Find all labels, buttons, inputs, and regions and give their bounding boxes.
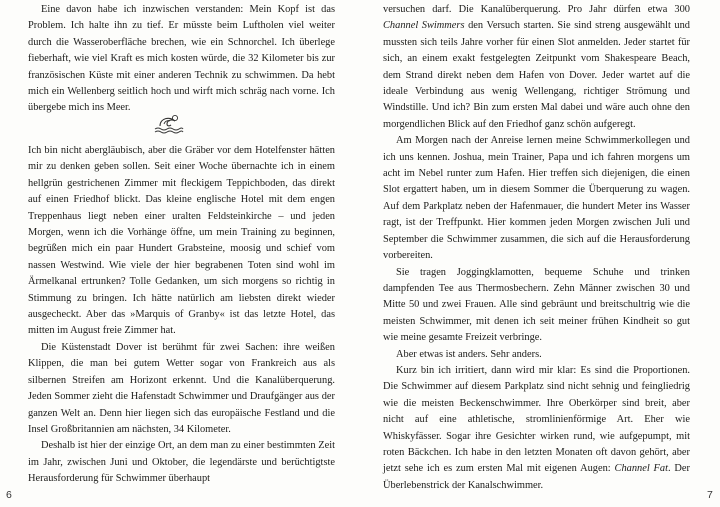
- text-run: den Versuch starten. Sie sind streng ausgewählt und mussten sich teils Jahre vorher für einen Slot anmelden. Jeder startet für sich, an einem exakt festgelegten Zeitpunkt vom Shakespeare Beach, dem Strand direkt neben dem Hafen von Dover. Jeder wartet auf die ideale Verbindung aus wenig Wellengang, richtiger Strömung und Windstille. Und ich? Bin zum ersten Mal dabei und wäre auch ohne den morgendlichen Blick auf den Friedhof ganz schön aufgeregt.: [383, 20, 691, 130]
- paragraph: Deshalb ist hier der einzige Ort, an dem man zu einer bestimmten Zeit im Jahr, zwischen Juni und Oktober, die legendärste und berüchtigtste Herausforderung für Schwimmer überhaupt: [28, 440, 335, 485]
- left-text-block-1: [28, 2, 335, 117]
- paragraph: Ich bin nicht abergläubisch, aber die Gräber vor dem Hotelfenster hätten mir zu denken geben sollen. Seit einer Woche übernachte ich in einem hellgrün gestrichenen Zimmer mit fleckigem Teppichboden, das direkt auf einen Friedhof blickt. Das kleine englische Hotel mit dem engen Treppenhaus liegt neben einer uralten Feldsteinkirche – und jeden Morgen, wenn ich die Vorhänge öffne, um mein Training zu beginnen, begrüßen mich ein paar Hundert Grabsteine, moosig und schief vom nassen Westwind. Wie viele der hier begrabenen Toten sind wohl im Ärmelkanal ertrunken? Tolle Gedanken, um sich morgens so richtig in Stimmung zu bringen. Ich hätte natürlich am liebsten direkt wieder ausgecheckt. Aber das »Marquis of Granby« ist das letzte Hotel, das mitten im August freie Zimmer hat.: [28, 145, 335, 337]
- paragraph: [383, 363, 690, 494]
- emphasis-text: Channel Swimmers: [383, 20, 465, 32]
- paragraph: Eine davon habe ich inzwischen verstanden: Mein Kopf ist das Problem. Ich halte ihn zu tief. Er müsste beim Luftholen viel weiter durch die Wasseroberfläche brechen, wie ein Schnorchel. Ich überlege fieberhaft, wie viel Kraft es mich kosten würde, die 32 Kilometer bis zur französischen Küste mit einer anderen Technik zu schwimmen. Da hebt mich ein Wellenberg seitlich hoch und wirft mich schräg nach vorne. Ich übergebe mich ins Meer.: [28, 4, 335, 114]
- paragraph: Sie tragen Joggingklamotten, bequeme Schuhe und trinken dampfenden Tee aus Thermosbechern. Zehn Männer zwischen 30 und Mitte 50 und zwei Frauen. Alle sind gebräunt und breitschultrig wie die meisten Schwimmer, mit denen ich seit meiner frühen Kindheit so gut wie meine gesamte Freizeit verbringe.: [383, 266, 690, 344]
- left-text-block-2: [28, 143, 335, 488]
- wave-ornament-icon: [153, 112, 185, 134]
- page-number-right: 7: [707, 489, 713, 501]
- paragraph: Aber etwas ist anders. Sehr anders.: [396, 348, 542, 360]
- paragraph: Am Morgen nach der Anreise lernen meine Schwimmerkollegen und ich uns kennen. Joshua, mein Trainer, Papa und ich fahren morgens um acht im Nebel runter zum Hafen. Hier treffen sich diejenigen, die einen Slot ergattert haben, um in diesem Sommer die Überquerung zu wagen. Auf dem Parkplatz neben der Hafenmauer, die hundert Meter ins Wasser ragt, ist der Treffpunkt. Hier kommen jeden Morgen zwischen Juli und September die Schwimmer zusammen, die sich auf die Herausforderung vorbereiten.: [383, 135, 690, 262]
- emphasis-text: Channel Fat: [614, 463, 668, 475]
- paragraph: [383, 2, 690, 133]
- text-run: Kurz bin ich irritiert, dann wird mir klar: Es sind die Proportionen. Die Schwimmer auf diesem Parkplatz sind nicht sehnig und feingliedrig wie die meisten Beckenschwimmer. Ihre Oberkörper sind breit, aber nicht auf eine athletische, stromlinienförmige Art. Eher wie Whiskyfässer. Sogar ihre Gesichter wirken rund, wie aufgepumpt, mit roten Bäckchen. Ich habe in den letzten Monaten oft davon gehört, aber jetzt sehe ich es zum ersten Mal mit eigenen Augen:: [383, 364, 690, 475]
- text-run: versuchen darf. Die Kanalüberquerung. Pro Jahr dürfen etwa 300: [383, 4, 690, 15]
- paragraph: Die Küstenstadt Dover ist berühmt für zwei Sachen: ihre weißen Klippen, die man bei gutem Wetter sogar von Frankreich aus als silbernen Streifen am Horizont erkennt. Und die Kanalüberquerung. Jeden Sommer zieht die Hafenstadt Schwimmer und Draufgänger aus der ganzen Welt an. Denn hier liegen sich das europäische Festland und die Insel Großbritannien am nächsten, 34 Kilometer.: [28, 341, 335, 435]
- text-run: . Der Überlebenstrick der Kanalschwimmer.: [383, 463, 690, 491]
- right-page: [360, 0, 720, 507]
- page-number-left: 6: [6, 489, 12, 501]
- right-text-block: [383, 2, 690, 494]
